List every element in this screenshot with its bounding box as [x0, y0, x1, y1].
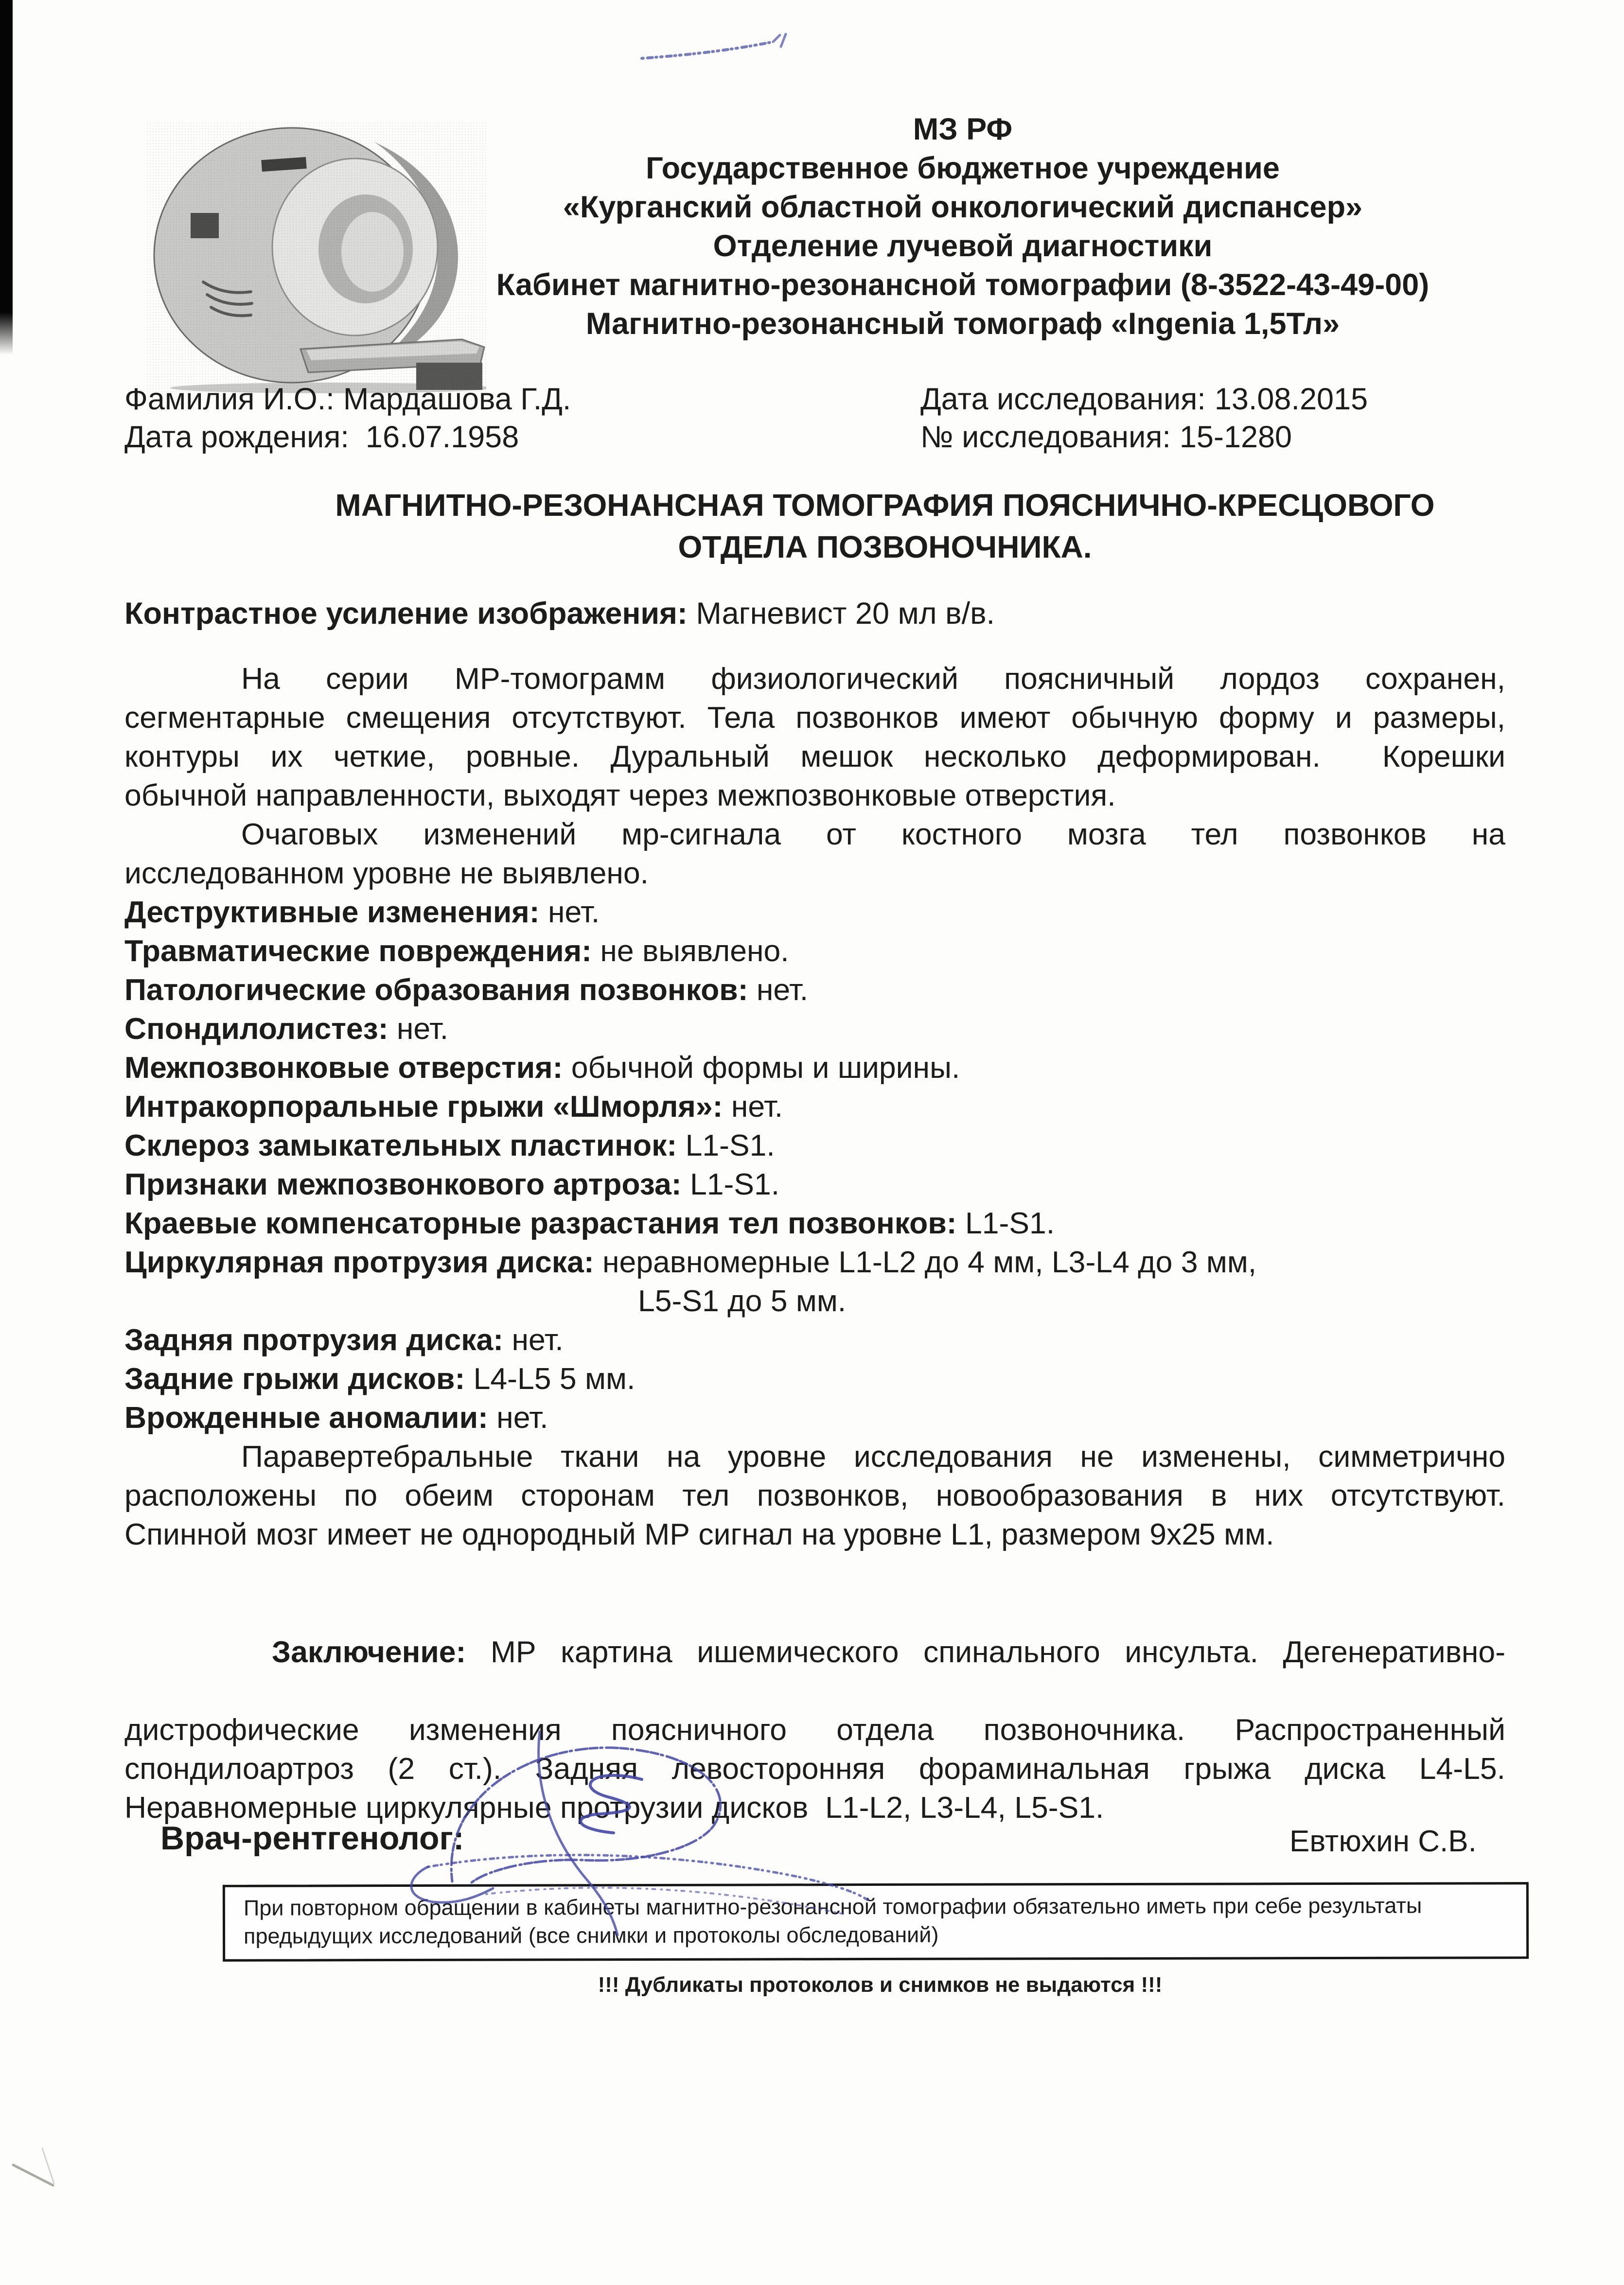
finding-item: Травматические повреждения: не выявлено. — [124, 934, 789, 968]
para3-line: расположены по обеим сторонам тел позвонков, новообразования в них отсутствуют. — [124, 1478, 1505, 1512]
patient-birth-value: 16.07.1958 — [365, 420, 519, 454]
study-date-value: 13.08.2015 — [1214, 382, 1368, 416]
conclusion-line: Неравномерные циркулярные протрузии дисков L1-L2, L3-L4, L5-S1. — [124, 1791, 1104, 1825]
para3-line: Спинной мозг имеет не однородный МР сигнал на уровне L1, размером 9х25 мм. — [124, 1517, 1274, 1551]
finding-item: Врожденные аномалии: нет. — [124, 1401, 548, 1435]
para3-line: Паравертебральные ткани на уровне исследования не изменены, симметрично — [241, 1440, 1505, 1474]
para1-line: сегментарные смещения отсутствуют. Тела позвонков имеют обычную форму и размеры, — [124, 701, 1505, 735]
report-title — [263, 484, 1507, 568]
note-line-1: При повторном обращении в кабинеты магнитно-резонансной томографии обязательно иметь при себе результаты — [243, 1893, 1422, 1920]
finding-item: Задние грыжи дисков: L4-L5 5 мм. — [124, 1362, 635, 1396]
study-number-label: № исследования: — [920, 420, 1171, 454]
finding-item: Задняя протрузия диска: нет. — [124, 1323, 564, 1357]
report-title-line-1: МАГНИТНО-РЕЗОНАНСНАЯ ТОМОГРАФИЯ ПОЯСНИЧНО-КРЕСЦОВОГО — [335, 488, 1435, 523]
study-number-value: 15-1280 — [1179, 420, 1292, 454]
findings-body — [124, 659, 1505, 1827]
duplicates-warning: !!! Дубликаты протоколов и снимков не выдаются !!! — [598, 1973, 1163, 1997]
patient-birth-label: Дата рождения: — [124, 420, 349, 454]
finding-item: Патологические образования позвонков: нет. — [124, 973, 809, 1007]
note-line-2: предыдущих исследований (все снимки и протоколы обследований) — [244, 1922, 939, 1949]
para1-line: обычной направленности, выходят через межпозвонковые отверстия. — [124, 778, 1116, 812]
repeat-visit-note-box — [223, 1882, 1529, 1962]
protrusion-continuation-line: L5-S1 до 5 мм. — [638, 1284, 847, 1318]
study-date-row — [920, 380, 1368, 418]
patient-name-row — [124, 380, 571, 418]
scan-edge-artifact — [0, 0, 13, 355]
finding-item: Интракорпоральные грыжи «Шморля»: нет. — [124, 1090, 783, 1124]
finding-item: Деструктивные изменения: нет. — [124, 895, 600, 929]
finding-item: Краевые компенсаторные разрастания тел позвонков: L1-S1. — [124, 1206, 1055, 1240]
finding-item: Межпозвонковые отверстия: обычной формы и ширины. — [124, 1051, 960, 1085]
org-line-2: «Курганский областной онкологический диспансер» — [563, 190, 1363, 224]
para2-line: Очаговых изменений мр-сигнала от костного мозга тел позвонков на — [241, 817, 1505, 851]
finding-item: Спондилолистез: нет. — [124, 1012, 449, 1046]
study-date-label: Дата исследования: — [920, 382, 1206, 416]
org-line-3: Отделение лучевой диагностики — [713, 229, 1213, 263]
conclusion-line: Заключение: МР картина ишемического спинального инсульта. Дегенеративно- — [271, 1635, 1506, 1669]
patient-name-value: Мардашова Г.Д. — [343, 382, 571, 416]
contrast-value: Магневист 20 мл в/в. — [687, 597, 995, 631]
study-number-row — [920, 418, 1292, 456]
org-line-5: Магнитно-резонансный томограф «Ingenia 1,5Тл» — [585, 307, 1340, 341]
report-title-line-2: ОТДЕЛА ПОЗВОНОЧНИКА. — [678, 529, 1092, 564]
ministry-line: МЗ РФ — [913, 112, 1013, 146]
doctor-name: Евтюхин С.В. — [1289, 1825, 1477, 1858]
conclusion-label: Заключение: — [271, 1635, 466, 1669]
patient-name-label: Фамилия И.О.: — [124, 382, 335, 416]
contrast-label: Контрастное усиление изображения: — [124, 597, 688, 631]
contrast-line — [124, 596, 1535, 631]
org-header — [301, 110, 1624, 343]
conclusion-line: дистрофические изменения поясничного отдела позвоночника. Распространенный — [124, 1713, 1505, 1747]
org-line-1: Государственное бюджетное учреждение — [646, 151, 1280, 185]
para2-line: исследованном уровне не выявлено. — [124, 856, 649, 890]
para1-line: контуры их четкие, ровные. Дуральный мешок несколько деформирован. Корешки — [124, 739, 1505, 773]
finding-item: Циркулярная протрузия диска: неравномерные L1-L2 до 4 мм, L3-L4 до 3 мм, — [124, 1245, 1257, 1279]
para1-line: На серии МР-томограмм физиологический поясничный лордоз сохранен, — [241, 662, 1505, 696]
conclusion-line: спондилоартроз (2 ст.). Задняя левосторонняя фораминальная грыжа диска L4-L5. — [124, 1752, 1505, 1786]
finding-item: Склероз замыкательных пластинок: L1-S1. — [124, 1128, 775, 1162]
org-line-4: Кабинет магнитно-резонансной томографии (8-3522-43-49-00) — [496, 268, 1430, 302]
finding-item: Признаки межпозвонкового артроза: L1-S1. — [124, 1167, 780, 1201]
pen-mark — [627, 23, 822, 77]
doctor-label: Врач-рентгенолог: — [160, 1820, 464, 1857]
pencil-mark — [7, 2137, 71, 2195]
patient-birth-row — [124, 418, 519, 456]
